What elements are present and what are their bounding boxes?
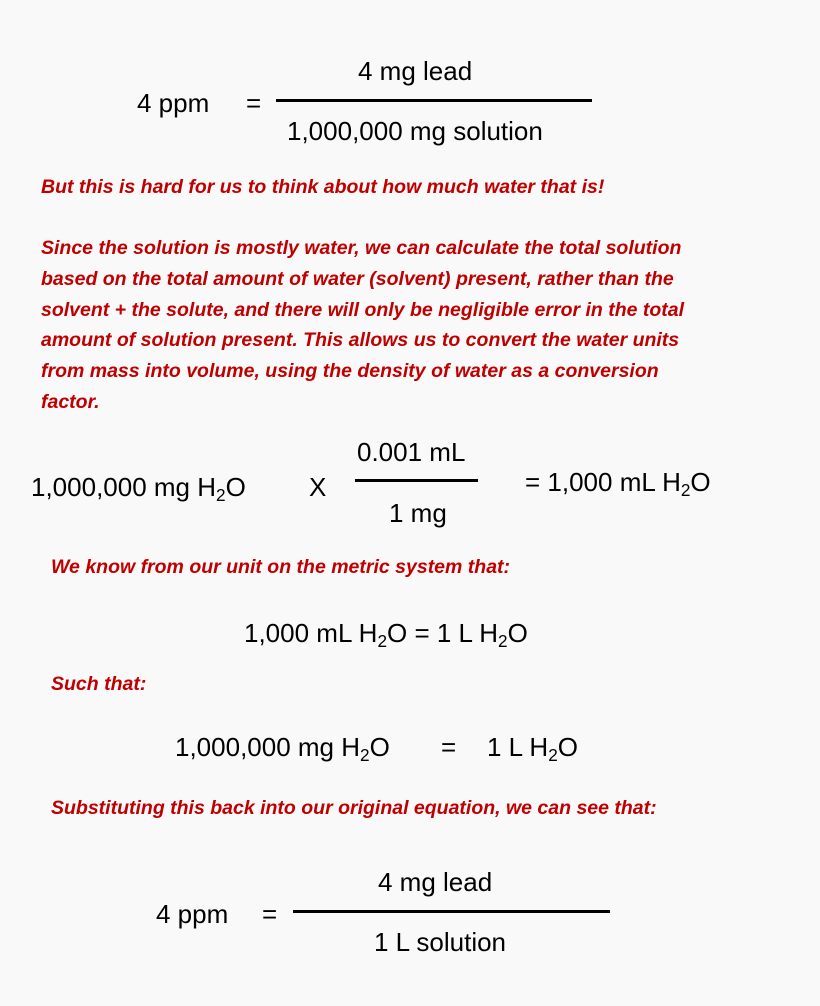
equation-ml-to-liter: 1,000 mL $H_2O = 1$ L $H_2O$ xyxy=(244,618,528,652)
eq5-numerator: 4 mg lead xyxy=(378,867,493,897)
eq1-lhs: 4 ppm xyxy=(137,88,210,118)
paragraph-line: amount of solution present. This allows us to convert the water units xyxy=(41,329,680,352)
note-such-that: Such that: xyxy=(51,673,147,695)
eq5-fraction-bar xyxy=(293,910,610,913)
paragraph-line: solvent + the solute, and there will only be negligible error in the total xyxy=(41,298,685,321)
eq4-lhs: 1,000,000 mg $H_2O$ xyxy=(175,732,390,766)
eq2-rhs: = 1,000 mL $H_2O$ xyxy=(525,467,711,501)
eq2-lhs: 1,000,000 mg $H_2O$ xyxy=(31,472,246,506)
eq2-fraction-bar xyxy=(355,479,478,482)
note-mostly-water-paragraph xyxy=(41,233,684,418)
eq1-fraction-bar xyxy=(276,99,592,102)
eq5-equals: = xyxy=(262,899,278,929)
paragraph-line: from mass into volume, using the density of water as a conversion xyxy=(41,360,659,383)
note-substituting: Substituting this back into our original equation, we can see that: xyxy=(51,797,657,819)
eq4-rhs: 1 L $H_2O$ xyxy=(487,732,578,766)
paragraph-line: based on the total amount of water (solvent) present, rather than the xyxy=(41,267,674,290)
note-hard-to-think: But this is hard for us to think about how much water that is! xyxy=(41,176,605,198)
eq1-denominator: 1,000,000 mg solution xyxy=(287,116,543,146)
eq4-equals: = xyxy=(441,732,457,762)
paragraph-line: Since the solution is mostly water, we can calculate the total solution xyxy=(41,237,682,259)
paragraph-line: factor. xyxy=(41,390,100,413)
eq1-numerator: 4 mg lead xyxy=(358,56,473,86)
eq1-equals: = xyxy=(246,88,262,118)
eq2-denominator: 1 mg xyxy=(389,498,447,528)
note-metric-system: We know from our unit on the metric system that: xyxy=(51,556,511,578)
eq2-times: X xyxy=(309,472,327,502)
eq2-numerator: 0.001 mL xyxy=(357,437,466,467)
eq5-lhs: 4 ppm xyxy=(156,899,229,929)
eq5-denominator: 1 L solution xyxy=(374,927,507,957)
